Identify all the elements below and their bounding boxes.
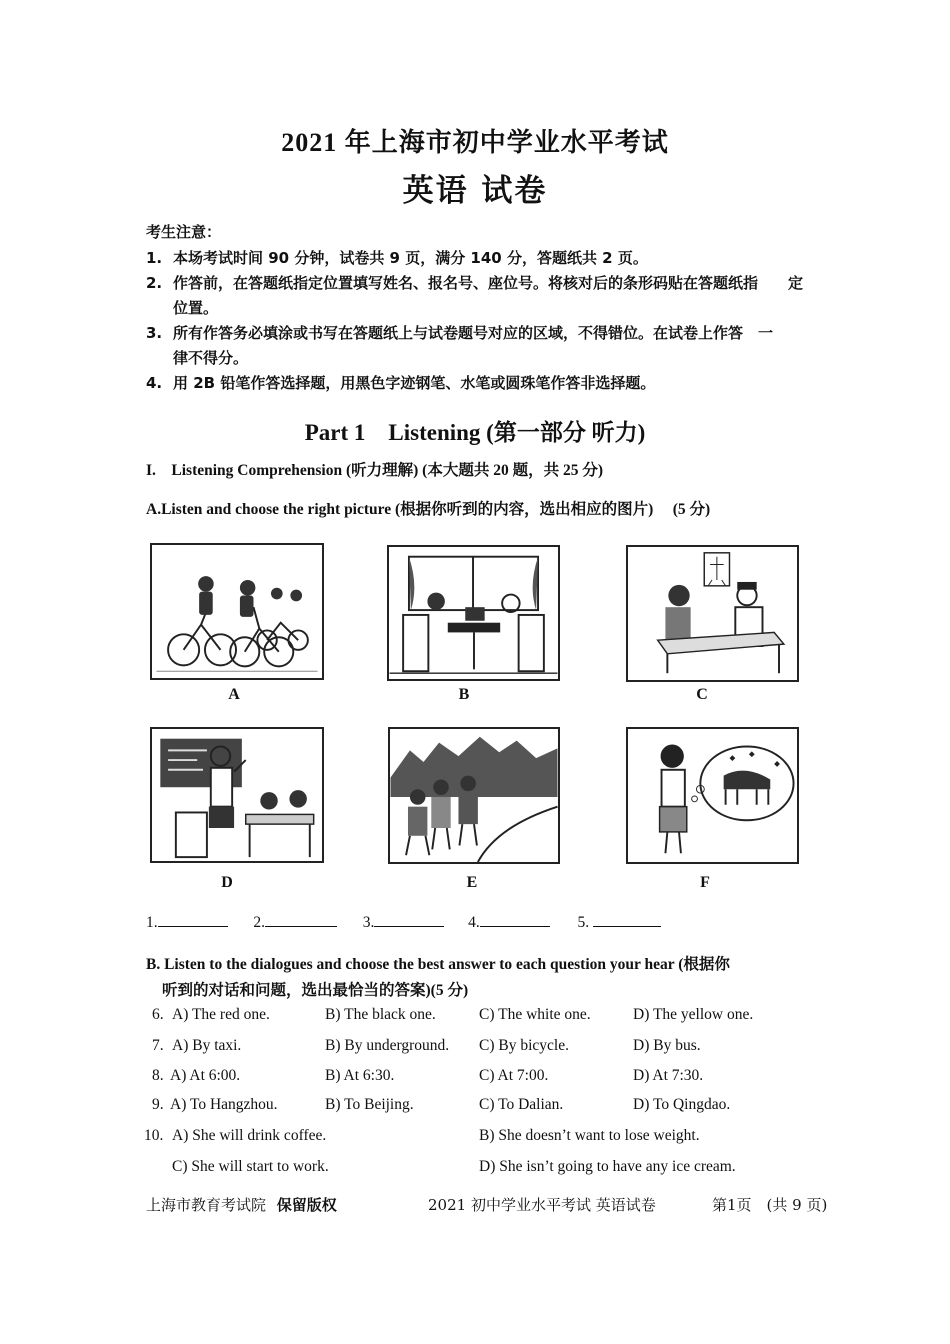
section-B-line: B. Listen to the dialogues and choose the best answer to each question your hear (根据你 — [146, 956, 730, 973]
answer-blanks — [146, 912, 661, 932]
blank-number: 2. — [253, 914, 265, 931]
notice-item-1 — [146, 246, 816, 271]
exam-subtitle: 英语 试卷 — [402, 173, 548, 209]
option-a[interactable]: A) By taxi. — [172, 1037, 242, 1054]
question-number: 9. — [152, 1096, 164, 1113]
notice-text: 作答前，在答题纸指定位置填写姓名、报名号、座位号。将核对后的条形码贴在答题纸指 定 — [173, 274, 804, 292]
question-number: 10. — [144, 1127, 164, 1144]
answer-blank-3[interactable] — [374, 912, 444, 927]
blank-number: 1. — [146, 914, 158, 931]
option-c[interactable]: C) She will start to work. — [172, 1158, 329, 1175]
notice-item-4 — [146, 371, 816, 396]
option-b[interactable]: B) To Beijing. — [325, 1096, 414, 1113]
question-number: 6. — [152, 1006, 164, 1023]
option-b[interactable]: B) By underground. — [325, 1037, 450, 1054]
question-number: 8. — [152, 1067, 164, 1084]
option-a[interactable]: A) She will drink coffee. — [172, 1127, 327, 1144]
section-B-line: 听到的对话和问题，选出最恰当的答案)(5 分) — [162, 982, 469, 999]
picture-classroom — [150, 727, 324, 863]
notice-text: 本场考试时间 90 分钟，试卷共 9 页，满分 140 分，答题纸共 2 页。 — [173, 249, 648, 267]
picture-girl-piano-dream — [626, 727, 799, 864]
picture-cycling — [150, 543, 324, 680]
picture-train-cabin — [387, 545, 560, 681]
notice-number: 4. — [146, 374, 163, 392]
option-b[interactable]: B) She doesn’t want to lose weight. — [479, 1127, 700, 1144]
notice-text: 位置。 — [173, 299, 219, 317]
option-c[interactable]: C) The white one. — [479, 1006, 591, 1023]
blank-number: 4. — [468, 914, 480, 931]
notice-heading: 考生注意： — [146, 223, 222, 241]
section-heading-A: A.Listen and choose the right picture (根据你听到的内容，选出相应的图片) (5 分) — [146, 501, 711, 518]
picture-label: D — [221, 874, 233, 891]
option-a[interactable]: A) The red one. — [172, 1006, 270, 1023]
exam-title: 2021 年上海市初中学业水平考试 — [281, 128, 669, 157]
notice-text: 律不得分。 — [173, 349, 249, 367]
section-heading-I: I. Listening Comprehension (听力理解) (本大题共 20 题，共 25 分) — [146, 462, 603, 479]
picture-label: E — [466, 874, 478, 891]
picture-label: B — [458, 686, 470, 703]
option-c[interactable]: C) By bicycle. — [479, 1037, 569, 1054]
notice-number: 2. — [146, 274, 163, 292]
option-d[interactable]: D) To Qingdao. — [633, 1096, 731, 1113]
notice-number: 1. — [146, 249, 163, 267]
option-c[interactable]: C) To Dalian. — [479, 1096, 564, 1113]
section-heading-B — [146, 952, 826, 1004]
option-c[interactable]: C) At 7:00. — [479, 1067, 549, 1084]
question-number: 7. — [152, 1037, 164, 1054]
picture-label: A — [228, 686, 240, 703]
page-footer — [146, 1194, 846, 1215]
footer-page-number: 第1页 (共 9 页) — [712, 1196, 828, 1214]
picture-doctor-visit — [626, 545, 799, 682]
part-title: Part 1 Listening (第一部分 听力) — [304, 420, 646, 445]
option-a[interactable]: A) At 6:00. — [170, 1067, 241, 1084]
picture-label: C — [696, 686, 708, 703]
notice-number: 3. — [146, 324, 163, 342]
option-b[interactable]: B) The black one. — [325, 1006, 436, 1023]
answer-blank-5[interactable] — [593, 912, 661, 927]
picture-hiking — [388, 727, 560, 864]
footer-publisher: 上海市教育考试院 — [146, 1196, 267, 1214]
footer-exam-name: 2021 初中学业水平考试 英语试卷 — [428, 1196, 656, 1214]
answer-blank-1[interactable] — [158, 912, 228, 927]
notice-text: 所有作答务必填涂或书写在答题纸上与试卷题号对应的区域，不得错位。在试卷上作答 一 — [173, 324, 774, 342]
answer-blank-2[interactable] — [265, 912, 337, 927]
footer-rights: 保留版权 — [276, 1196, 337, 1214]
notice-item-2 — [146, 271, 816, 321]
picture-label: F — [700, 874, 710, 891]
notice-text: 用 2B 铅笔作答选择题，用黑色字迹钢笔、水笔或圆珠笔作答非选择题。 — [173, 374, 656, 392]
blank-number: 5. — [577, 914, 590, 931]
answer-blank-4[interactable] — [480, 912, 550, 927]
option-d[interactable]: D) She isn’t going to have any ice cream. — [479, 1158, 736, 1175]
option-d[interactable]: D) By bus. — [633, 1037, 701, 1054]
blank-number: 3. — [362, 914, 375, 931]
option-d[interactable]: D) The yellow one. — [633, 1006, 754, 1023]
notice-item-3 — [146, 321, 816, 371]
option-a[interactable]: A) To Hangzhou. — [170, 1096, 278, 1113]
option-d[interactable]: D) At 7:30. — [633, 1067, 704, 1084]
option-b[interactable]: B) At 6:30. — [325, 1067, 395, 1084]
